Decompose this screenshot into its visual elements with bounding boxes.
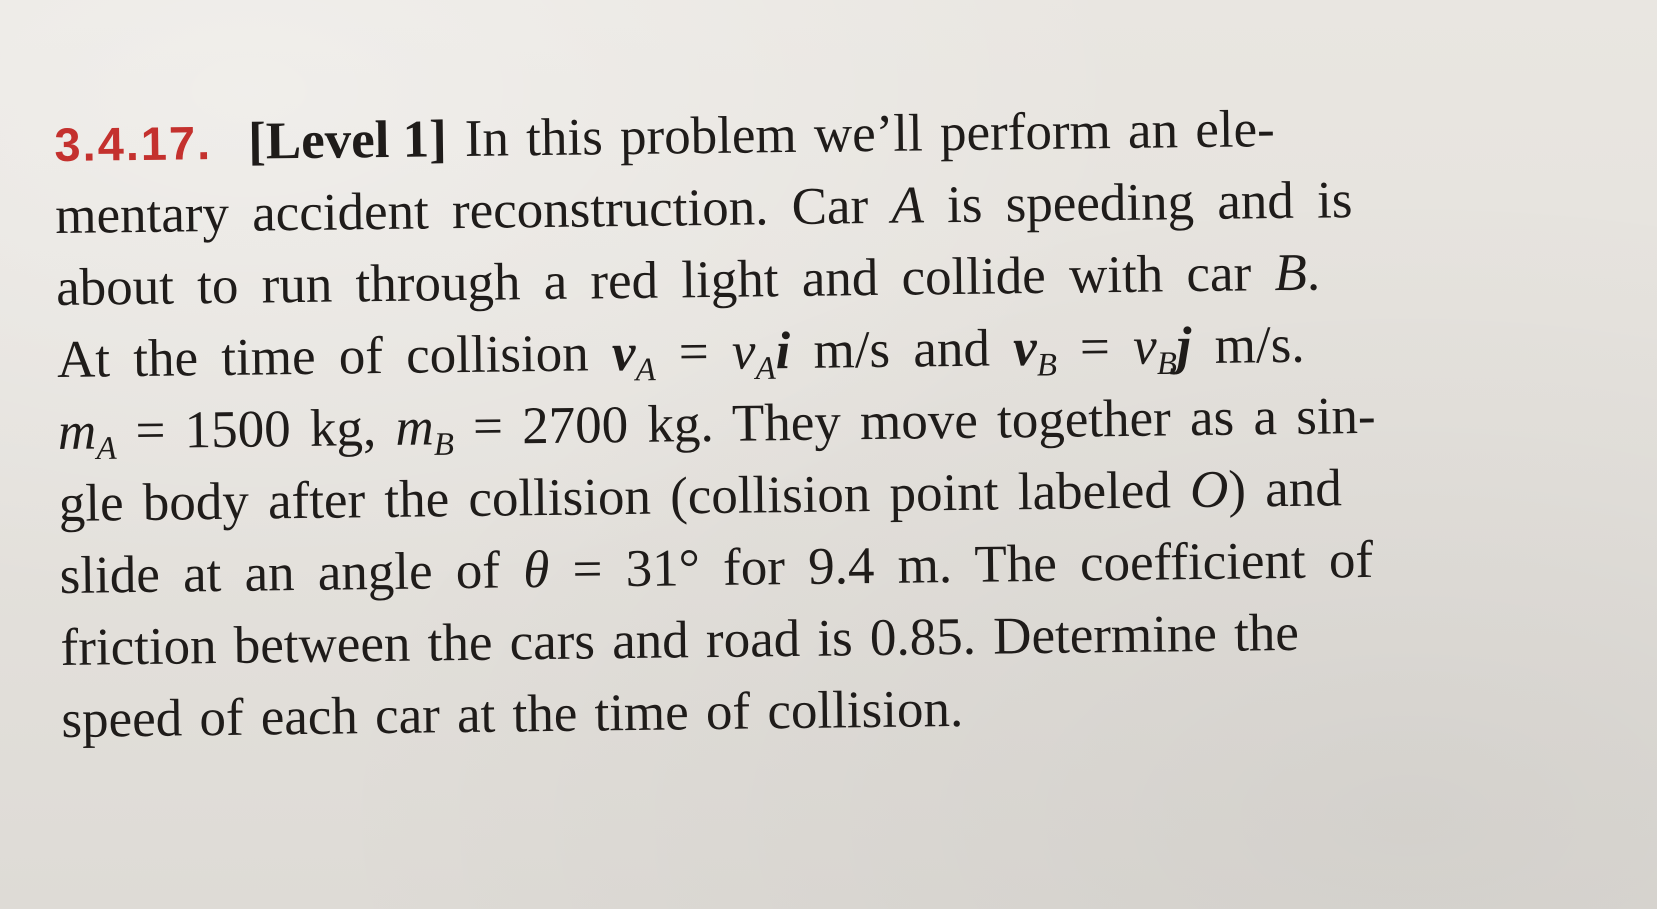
subscript: A	[635, 352, 656, 389]
unit-vector-j: j	[1176, 317, 1192, 376]
theta-symbol: θ	[522, 540, 550, 600]
text-segment: speed of each car at the time of collision.	[61, 679, 964, 749]
equals-sign: =	[1056, 317, 1134, 377]
velocity-a-vector: v	[611, 323, 636, 383]
mass-a-symbol: m	[57, 402, 97, 461]
unit-vector-i: i	[775, 322, 791, 381]
text-segment: .	[1306, 243, 1321, 302]
text-segment: gle body after the collision (collision point labeled	[58, 461, 1191, 533]
text-segment: = 2700 kg. They move together as a sin-	[453, 386, 1376, 457]
text-segment: mentary accident reconstruction. Car	[54, 176, 892, 245]
subscript: A	[96, 430, 117, 468]
point-o-symbol: O	[1189, 460, 1229, 520]
problem-3-4-17	[54, 89, 1582, 756]
subscript: B	[1156, 345, 1178, 383]
subscript: B	[1036, 347, 1058, 384]
subscript: A	[755, 350, 776, 387]
unit: m/s.	[1191, 315, 1305, 376]
mass-b-symbol: m	[395, 398, 435, 457]
unit: m/s	[789, 320, 891, 381]
text-segment: about to run through a red light and collide with car	[55, 244, 1275, 317]
car-b-symbol: B	[1274, 243, 1308, 303]
equals-sign: =	[655, 322, 733, 382]
velocity-b-vector: v	[1012, 319, 1038, 378]
text-segment: ) and	[1227, 459, 1343, 519]
speed-b-symbol: v	[1132, 317, 1157, 376]
subscript: B	[433, 426, 455, 463]
problem-level: [Level 1]	[247, 110, 448, 171]
car-a-symbol: A	[891, 176, 925, 235]
text-segment: At the time of collision	[56, 324, 613, 389]
text-segment: = 31° for 9.4 m. The coefficient of	[548, 530, 1374, 599]
text-segment: = 1500 kg,	[115, 398, 396, 461]
problem-number: 3.4.17.	[54, 116, 213, 171]
text-segment: friction between the cars and road is 0.85. Determine the	[60, 603, 1300, 677]
text-segment: slide at an angle of	[59, 541, 524, 605]
speed-a-symbol: v	[731, 322, 756, 381]
text-segment: is speeding and is	[923, 171, 1353, 235]
text-segment: In this problem we’ll perform an ele-	[464, 100, 1276, 168]
text-segment: and	[889, 319, 1014, 379]
